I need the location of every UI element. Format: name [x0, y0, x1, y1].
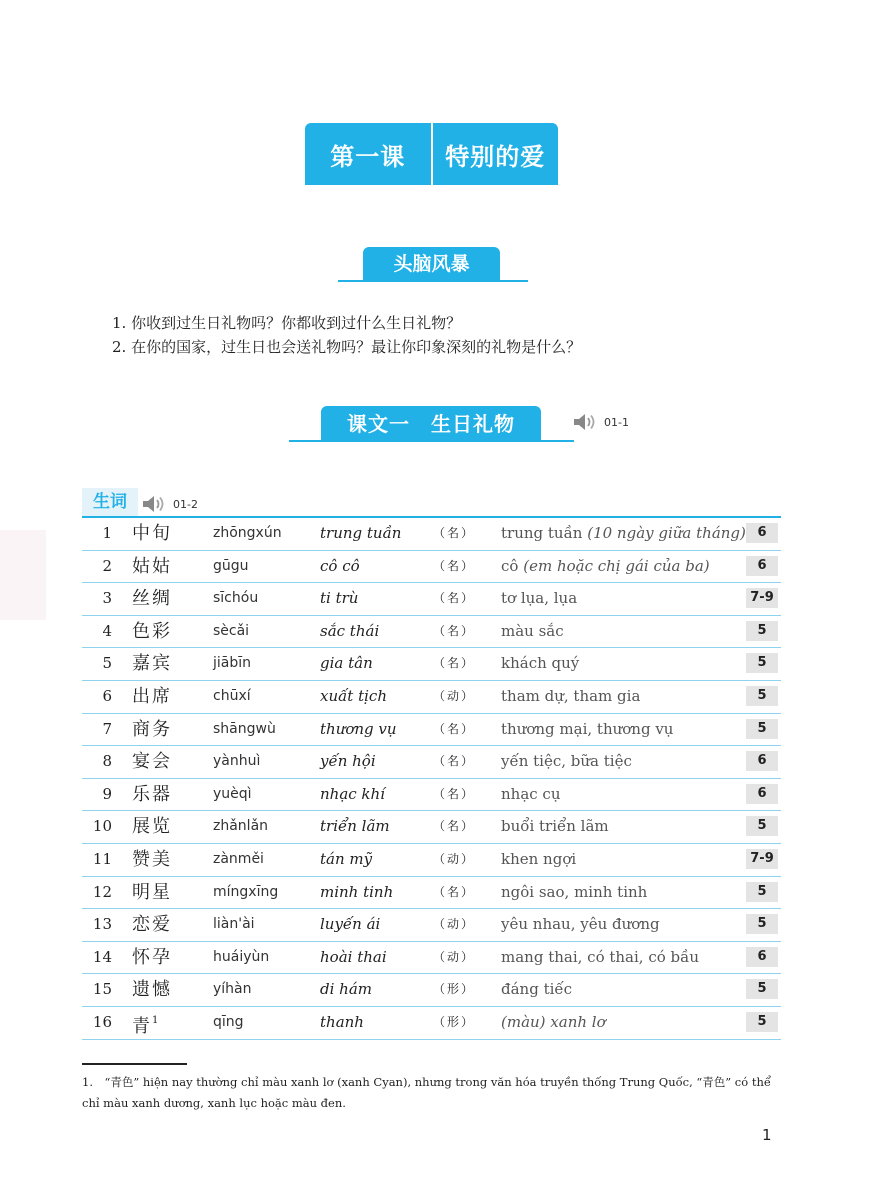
vocab-part-of-speech: （名）	[433, 558, 476, 573]
vocab-part-of-speech: （名）	[433, 884, 476, 899]
vocab-hanzi	[132, 779, 172, 810]
vocab-meaning	[501, 551, 710, 582]
vocab-row	[82, 681, 781, 714]
vocab-pinyin: sīchóu	[213, 590, 259, 607]
vocab-part-of-speech: （形）	[433, 1014, 476, 1029]
vocab-level-badge: 5	[746, 686, 778, 706]
lesson-banner	[305, 123, 558, 185]
vocab-meaning	[501, 518, 746, 549]
vocab-meaning-text: ngôi sao, minh tinh	[501, 882, 648, 901]
vocab-meaning-text: mang thai, có thai, có bầu	[501, 947, 699, 966]
vocab-meaning-text: nhạc cụ	[501, 784, 561, 803]
vocab-number: 14	[92, 947, 112, 966]
vocab-sino-vietnamese: hoài thai	[320, 947, 387, 966]
speaker-icon	[141, 494, 167, 514]
vocab-number: 9	[102, 784, 112, 803]
vocab-pinyin: shāngwù	[213, 720, 276, 737]
vocab-pinyin: yuèqì	[213, 785, 252, 802]
vocab-number: 2	[102, 556, 112, 575]
vocab-hanzi-text: 姑姑	[132, 555, 172, 577]
vocab-hanzi-text: 乐器	[132, 783, 172, 805]
vocab-pinyin: zànměi	[213, 850, 264, 867]
vocab-level-badge: 5	[746, 914, 778, 934]
vocab-meaning	[501, 877, 647, 908]
vocab-level-badge: 5	[746, 882, 778, 902]
vocab-pinyin: gūgu	[213, 557, 249, 574]
vocab-pinyin: liàn'ài	[213, 916, 255, 933]
vocab-number: 12	[92, 882, 112, 901]
text1-title: 课文一 生日礼物	[321, 406, 541, 442]
vocab-part-of-speech: （名）	[433, 754, 476, 769]
vocab-hanzi	[132, 974, 172, 1005]
vocab-hanzi	[132, 714, 172, 745]
vocab-meaning	[501, 844, 576, 875]
vocab-meaning	[501, 942, 699, 973]
vocab-hanzi	[132, 746, 172, 777]
footnote-ref: 1	[152, 1014, 159, 1026]
brainstorm-title: 头脑风暴	[363, 247, 500, 281]
vocab-hanzi-text: 怀孕	[132, 946, 172, 968]
vocab-hanzi	[132, 518, 172, 549]
vocab-pinyin: zhōngxún	[213, 525, 282, 541]
vocab-part-of-speech: （动）	[433, 851, 476, 866]
vocab-number: 5	[102, 654, 112, 673]
vocab-part-of-speech: （形）	[433, 982, 476, 997]
vocab-sino-vietnamese: cô cô	[320, 556, 360, 575]
vocab-row	[82, 844, 781, 877]
vocab-hanzi	[132, 1007, 158, 1042]
vocab-meaning	[501, 974, 572, 1005]
vocab-sino-vietnamese: sắc thái	[320, 621, 380, 640]
vocab-pinyin: jiābīn	[213, 655, 252, 672]
vocab-row	[82, 909, 781, 942]
vocab-row	[82, 616, 781, 649]
speaker-icon	[572, 412, 598, 432]
vocab-part-of-speech: （名）	[433, 721, 476, 736]
footnote-rule	[82, 1063, 187, 1065]
vocab-meaning	[501, 648, 579, 679]
vocab-part-of-speech: （名）	[433, 656, 476, 671]
vocab-row	[82, 942, 781, 975]
audio-code: 01-1	[604, 415, 629, 429]
vocab-hanzi	[132, 844, 172, 875]
vocab-sino-vietnamese: triển lãm	[320, 817, 390, 836]
vocab-meaning-text: thương mại, thương vụ	[501, 719, 674, 738]
vocab-row	[82, 779, 781, 812]
vocab-sino-vietnamese: nhạc khí	[320, 784, 385, 803]
vocab-row	[82, 518, 781, 551]
page-number: 1	[762, 1126, 772, 1144]
vocab-row	[82, 714, 781, 747]
vocab-hanzi-text: 恋爱	[132, 914, 172, 936]
vocab-meaning-note: (màu) xanh lơ	[501, 1012, 606, 1031]
vocab-level-badge: 5	[746, 719, 778, 739]
vocab-pinyin: zhǎnlǎn	[213, 818, 269, 835]
vocab-hanzi	[132, 811, 172, 842]
vocab-level-badge: 6	[746, 784, 778, 804]
vocab-meaning	[501, 616, 564, 647]
vocab-row	[82, 583, 781, 616]
vocab-table	[82, 518, 781, 1040]
vocab-row	[82, 648, 781, 681]
vocab-sino-vietnamese: di hám	[320, 980, 372, 999]
vocab-meaning-text: đáng tiếc	[501, 980, 573, 999]
vocab-meaning-text: khen ngợi	[501, 849, 577, 868]
vocab-level-badge: 7-9	[746, 849, 778, 869]
vocab-meaning-text: tham dự, tham gia	[501, 686, 641, 705]
vocab-meaning	[501, 746, 632, 777]
vocab-hanzi	[132, 648, 172, 679]
vocab-sino-vietnamese: trung tuần	[320, 524, 402, 542]
question-item: 2. 在你的国家，过生日也会送礼物吗？最让你印象深刻的礼物是什么？	[112, 338, 582, 356]
vocab-pinyin: yànhuì	[213, 753, 261, 770]
vocab-sino-vietnamese: thương vụ	[320, 719, 397, 738]
vocab-meaning	[501, 714, 673, 745]
vocab-hanzi	[132, 681, 172, 712]
vocab-sino-vietnamese: xuất tịch	[320, 686, 387, 705]
vocab-meaning-text: tơ lụa, lụa	[501, 589, 578, 608]
vocab-number: 1	[102, 524, 112, 542]
vocab-meaning-text: khách quý	[501, 654, 580, 673]
vocab-hanzi-text: 色彩	[132, 620, 172, 642]
vocab-hanzi-text: 赞美	[132, 848, 172, 870]
vocab-meaning	[501, 779, 561, 810]
vocab-number: 6	[102, 686, 112, 705]
vocab-hanzi-text: 青	[132, 1015, 152, 1037]
vocab-meaning-text: màu sắc	[501, 621, 564, 640]
vocab-number: 3	[102, 589, 112, 608]
vocab-hanzi-text: 出席	[132, 685, 172, 707]
vocab-hanzi-text: 商务	[132, 718, 172, 740]
lesson-title: 特别的爱	[445, 142, 546, 171]
vocab-meaning-text: cô	[501, 556, 519, 575]
vocab-pinyin: sècǎi	[213, 622, 250, 639]
vocab-hanzi-text: 宴会	[132, 751, 172, 773]
vocab-label: 生词	[82, 488, 138, 516]
vocab-number: 15	[92, 980, 112, 999]
vocab-part-of-speech: （名）	[433, 819, 476, 834]
vocab-part-of-speech: （动）	[433, 917, 476, 932]
vocab-row	[82, 551, 781, 584]
side-tab-marker	[0, 530, 46, 620]
question-item: 1. 你收到过生日礼物吗？你都收到过什么生日礼物？	[112, 314, 462, 332]
vocab-sino-vietnamese: gia tân	[320, 654, 373, 673]
vocab-number: 16	[92, 1012, 112, 1031]
vocab-hanzi-text: 展览	[132, 816, 172, 838]
vocab-sino-vietnamese: thanh	[320, 1012, 364, 1031]
vocab-level-badge: 7-9	[746, 588, 778, 608]
vocab-row	[82, 746, 781, 779]
vocab-hanzi-text: 中旬	[132, 523, 172, 544]
vocab-meaning	[501, 681, 640, 712]
vocab-part-of-speech: （名）	[433, 591, 476, 606]
lesson-number: 第一课	[330, 142, 406, 171]
vocab-number: 8	[102, 752, 112, 771]
vocab-part-of-speech: （名）	[433, 526, 476, 540]
vocab-sino-vietnamese: luyến ái	[320, 915, 381, 934]
vocab-level-badge: 5	[746, 621, 778, 641]
vocab-meaning	[501, 583, 577, 614]
vocab-meaning	[501, 1007, 606, 1038]
vocab-number: 10	[92, 817, 112, 836]
brainstorm-questions	[112, 311, 581, 359]
vocab-number: 4	[102, 621, 112, 640]
vocab-sino-vietnamese: minh tinh	[320, 882, 394, 901]
vocab-meaning-note: (em hoặc chị gái của ba)	[523, 556, 710, 575]
vocab-meaning-note: (10 ngày giữa tháng)	[587, 524, 746, 542]
vocab-hanzi-text: 遗憾	[132, 979, 172, 1001]
vocab-meaning-text: buổi triển lãm	[501, 817, 609, 836]
vocab-part-of-speech: （名）	[433, 623, 476, 638]
vocab-part-of-speech: （动）	[433, 949, 476, 964]
vocab-row	[82, 877, 781, 910]
vocab-level-badge: 6	[746, 751, 778, 771]
vocab-pinyin: huáiyùn	[213, 948, 270, 965]
vocab-level-badge: 5	[746, 653, 778, 673]
vocab-pinyin: qīng	[213, 1013, 244, 1030]
vocab-level-badge: 5	[746, 1012, 778, 1032]
vocab-hanzi	[132, 551, 172, 582]
vocab-pinyin: míngxīng	[213, 883, 279, 900]
vocab-level-badge: 6	[746, 947, 778, 967]
vocab-meaning-text: yến tiệc, bữa tiệc	[501, 752, 632, 771]
vocab-part-of-speech: （名）	[433, 786, 476, 801]
vocab-row	[82, 1007, 781, 1040]
vocab-number: 7	[102, 719, 112, 738]
vocab-hanzi	[132, 583, 172, 614]
vocab-meaning	[501, 811, 609, 842]
text1-underline	[289, 440, 574, 442]
vocab-number: 13	[92, 915, 112, 934]
footnote: 1. “青色” hiện nay thường chỉ màu xanh lơ (xanh Cyan), nhưng trong văn hóa truyền thống Trung Quốc, “青色” có thể chỉ màu xanh dương, xanh lục hoặc màu đen.	[82, 1075, 771, 1110]
vocab-hanzi	[132, 909, 172, 940]
vocab-hanzi	[132, 942, 172, 973]
audio-code: 01-2	[173, 497, 198, 511]
vocab-hanzi-text: 嘉宾	[132, 653, 172, 675]
vocab-sino-vietnamese: yến hội	[320, 752, 376, 771]
vocab-meaning-text: yêu nhau, yêu đương	[501, 915, 660, 934]
text1-audio[interactable]	[572, 412, 629, 432]
vocab-hanzi	[132, 616, 172, 647]
brainstorm-underline	[338, 280, 528, 282]
vocab-sino-vietnamese: ti trù	[320, 589, 359, 608]
vocab-meaning	[501, 909, 660, 940]
vocab-meaning-text: trung tuần	[501, 524, 583, 542]
vocab-level-badge: 6	[746, 523, 778, 543]
vocab-pinyin: chūxí	[213, 687, 251, 704]
vocab-level-badge: 6	[746, 556, 778, 576]
vocab-part-of-speech: （动）	[433, 688, 476, 703]
vocab-level-badge: 5	[746, 816, 778, 836]
vocab-audio[interactable]	[141, 494, 198, 514]
vocab-row	[82, 811, 781, 844]
vocab-hanzi	[132, 877, 172, 908]
vocab-number: 11	[92, 849, 112, 868]
vocab-sino-vietnamese: tán mỹ	[320, 849, 373, 868]
vocab-pinyin: yíhàn	[213, 981, 252, 998]
vocab-level-badge: 5	[746, 979, 778, 999]
vocab-hanzi-text: 丝绸	[132, 588, 172, 610]
vocab-hanzi-text: 明星	[132, 881, 172, 903]
vocab-row	[82, 974, 781, 1007]
